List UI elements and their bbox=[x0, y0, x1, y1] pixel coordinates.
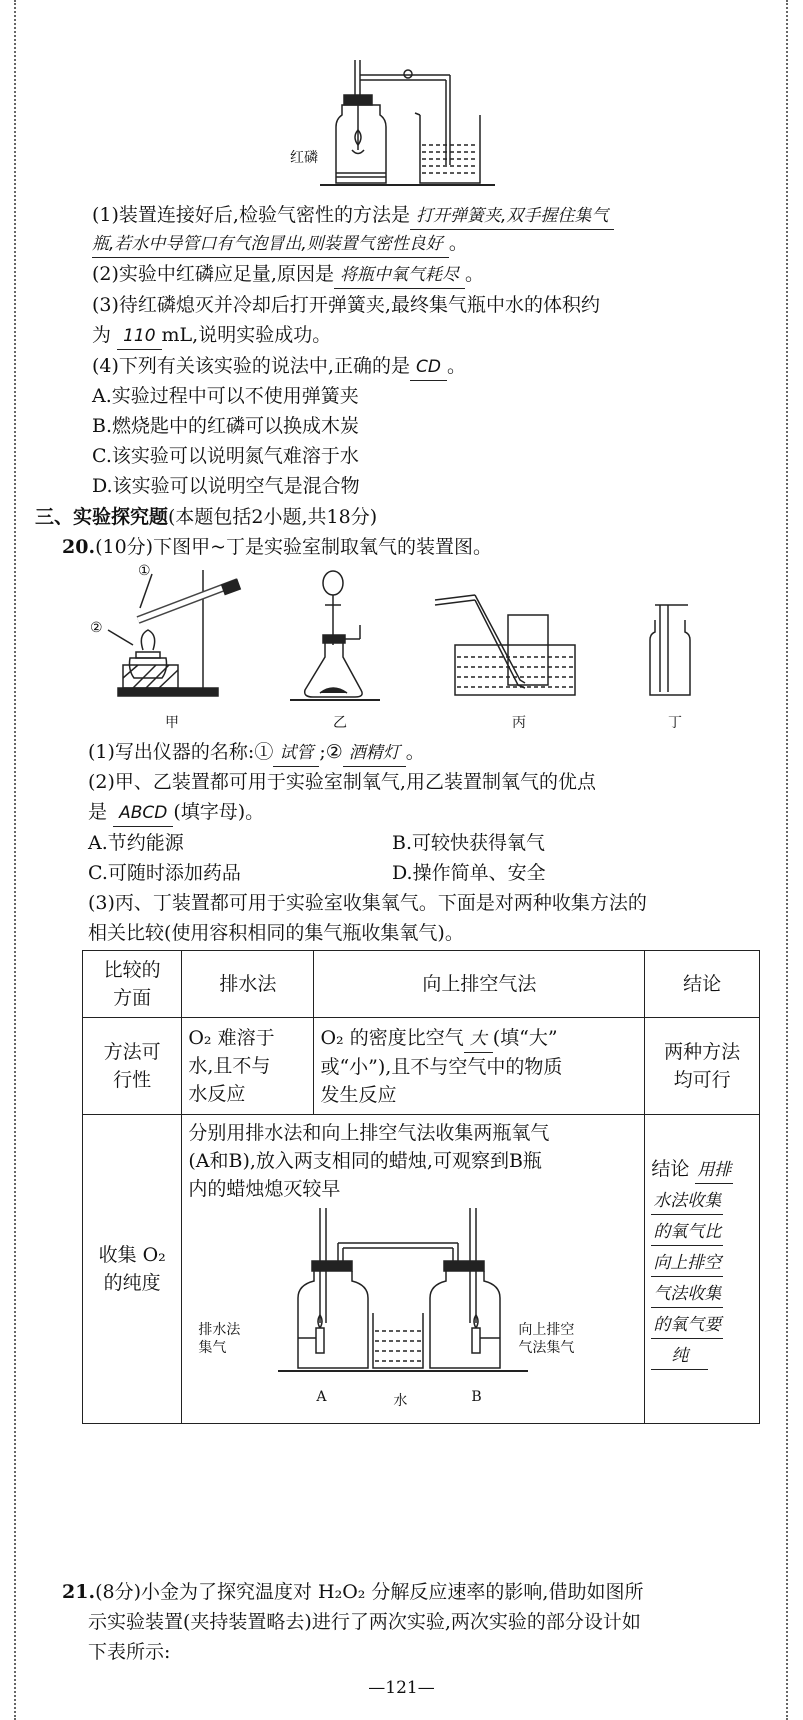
row2-conclusion-line1 bbox=[651, 1155, 753, 1184]
q19-part3-line1: (3)待红磷熄灭并冷却后打开弹簧夹,最终集气瓶中水的体积约 bbox=[92, 294, 600, 316]
fig-label-a: A bbox=[316, 1389, 327, 1405]
header-aspect-line1: 比较的 bbox=[103, 959, 161, 981]
q19-option-d: D.该实验可以说明空气是混合物 bbox=[92, 475, 360, 497]
header-water-method: 排水法 bbox=[182, 951, 314, 1018]
fig-label-water: 水 bbox=[393, 1393, 408, 1409]
table-header-row bbox=[83, 951, 760, 1018]
fig-right-label-line1: 向上排空 bbox=[518, 1322, 575, 1338]
apparatus-jia-figure bbox=[88, 560, 248, 710]
row2-conclusion-ans-3: 的氧气比 bbox=[651, 1219, 723, 1246]
q19-part1-line2 bbox=[92, 229, 468, 258]
row1-air-line2: 或“小”),且不与空气中的物质 bbox=[320, 1055, 563, 1078]
comparison-table bbox=[82, 950, 760, 1424]
apparatus-yi-figure bbox=[285, 565, 385, 705]
row2-aspect bbox=[83, 1115, 182, 1424]
row2-desc-line1: 分别用排水法和向上排空气法收集两瓶氧气 bbox=[188, 1122, 550, 1144]
q20-p1-answer1: 试管 bbox=[273, 740, 319, 767]
header-aspect bbox=[83, 951, 182, 1018]
row1-air-suffix: (填“大” bbox=[492, 1026, 558, 1049]
row2-conclusion-ans-2: 水法收集 bbox=[651, 1188, 723, 1215]
table-row-purity bbox=[83, 1115, 760, 1424]
red-phosphorus-apparatus-figure bbox=[300, 55, 530, 190]
q20-p2-prefix: 是 bbox=[88, 801, 108, 823]
q19-option-a: A.实验过程中可以不使用弹簧夹 bbox=[92, 385, 359, 407]
q20-part3-line1: (3)丙、丁装置都可用于实验室收集氧气。下面是对两种收集方法的 bbox=[88, 892, 647, 914]
marker-1: ① bbox=[138, 563, 151, 579]
row1-air-line3: 发生反应 bbox=[320, 1083, 397, 1106]
q20-part3-line2: 相关比较(使用容积相同的集气瓶收集氧气)。 bbox=[88, 922, 464, 944]
q19-p2-end: 。 bbox=[464, 263, 484, 285]
q20-p2-answer: ABCD bbox=[113, 800, 173, 827]
row1-water-line2: 水,且不与 bbox=[188, 1055, 271, 1077]
row1-conclusion-line2: 均可行 bbox=[673, 1069, 731, 1091]
header-aspect-line2: 方面 bbox=[113, 987, 152, 1009]
q19-p3-prefix: 为 bbox=[92, 324, 112, 346]
row1-water-line1: O₂ 难溶于 bbox=[188, 1027, 275, 1049]
row1-conclusion-line1: 两种方法 bbox=[664, 1041, 741, 1063]
q21-line3: 下表所示: bbox=[88, 1641, 171, 1663]
header-upward-air-method: 向上排空气法 bbox=[314, 951, 645, 1018]
apparatus-ding-figure bbox=[640, 600, 700, 700]
apparatus-bing-figure bbox=[430, 585, 580, 705]
fig-label-b: B bbox=[471, 1389, 482, 1405]
row1-air-method bbox=[314, 1018, 645, 1115]
candle-apparatus-svg bbox=[238, 1203, 558, 1403]
row2-desc-line2: (A和B),放入两支相同的蜡烛,可观察到B瓶 bbox=[188, 1150, 542, 1172]
q20-option-c: C.可随时添加药品 bbox=[88, 862, 241, 884]
row2-conclusion-prefix: 结论 bbox=[651, 1158, 690, 1180]
row2-description bbox=[182, 1115, 645, 1424]
q21-line1 bbox=[62, 1578, 643, 1606]
row2-conclusion bbox=[645, 1115, 760, 1424]
marker-2: ② bbox=[90, 620, 103, 636]
q20-p1-answer2: 酒精灯 bbox=[343, 740, 406, 767]
q20-p1-prefix: (1)写出仪器的名称:① bbox=[88, 741, 274, 763]
fig-label-yi: 乙 bbox=[333, 715, 347, 731]
q21-line2: 示实验装置(夹持装置略去)进行了两次实验,两次实验的部分设计如 bbox=[88, 1611, 641, 1633]
q19-p4-end: 。 bbox=[446, 355, 466, 377]
header-conclusion: 结论 bbox=[645, 951, 760, 1018]
fig-label-bing: 丙 bbox=[512, 715, 526, 731]
row1-air-line1 bbox=[320, 1024, 638, 1053]
table-row-feasibility bbox=[83, 1018, 760, 1115]
red-phosphorus-label: 红磷 bbox=[290, 150, 318, 166]
section3-heading bbox=[35, 503, 377, 531]
row2-aspect-line2: 的纯度 bbox=[103, 1272, 161, 1294]
q19-option-c: C.该实验可以说明氮气难溶于水 bbox=[92, 445, 359, 467]
q20-part2-line2 bbox=[88, 798, 264, 827]
q19-p2-prefix: (2)实验中红磷应足量,原因是 bbox=[92, 263, 334, 285]
right-dotted-border bbox=[786, 0, 788, 1720]
row2-conclusion-ans-1: 用排 bbox=[695, 1157, 733, 1184]
q20-stem bbox=[62, 533, 492, 561]
q20-p2-suffix: (填字母)。 bbox=[173, 801, 265, 823]
q19-part3-line2 bbox=[92, 321, 331, 350]
row1-air-answer: 大 bbox=[464, 1026, 493, 1053]
row2-conclusion-ans-7: 纯 bbox=[651, 1343, 708, 1370]
q19-p1-prefix: (1)装置连接好后,检验气密性的方法是 bbox=[92, 204, 410, 226]
section3-title: 三、实验探究题 bbox=[35, 506, 169, 528]
q20-stem-text: (10分)下图甲~丁是实验室制取氧气的装置图。 bbox=[95, 536, 492, 558]
q20-p1-mid: ;② bbox=[319, 741, 343, 763]
q20-part2-line1: (2)甲、乙装置都可用于实验室制氧气,用乙装置制氧气的优点 bbox=[88, 771, 596, 793]
row1-aspect bbox=[83, 1018, 182, 1115]
fig-right-label-line2: 气法集气 bbox=[518, 1340, 575, 1356]
section3-note: (本题包括2小题,共18分) bbox=[168, 506, 378, 528]
q19-p4-answer: CD bbox=[410, 354, 447, 381]
fig-left-label-line2: 集气 bbox=[198, 1340, 227, 1356]
q19-part2 bbox=[92, 260, 484, 289]
row1-aspect-line2: 行性 bbox=[113, 1069, 152, 1091]
q20-option-b: B.可较快获得氧气 bbox=[392, 832, 546, 854]
q19-p3-suffix: mL,说明实验成功。 bbox=[161, 324, 332, 346]
row2-conclusion-ans-5: 气法收集 bbox=[651, 1281, 723, 1308]
q19-p4-prefix: (4)下列有关该实验的说法中,正确的是 bbox=[92, 355, 410, 377]
row1-air-prefix: O₂ 的密度比空气 bbox=[320, 1026, 464, 1049]
q19-p1-answer-b: 瓶,若水中导管口有气泡冒出,则装置气密性良好 bbox=[92, 231, 449, 258]
fig-label-ding: 丁 bbox=[668, 715, 682, 731]
q19-part4 bbox=[92, 352, 466, 381]
row2-aspect-line1: 收集 O₂ bbox=[98, 1244, 166, 1266]
q21-line1-text: (8分)小金为了探究温度对 H₂O₂ 分解反应速率的影响,借助如图所 bbox=[95, 1581, 644, 1603]
row1-water-line3: 水反应 bbox=[188, 1083, 246, 1105]
fig-left-label-line1: 排水法 bbox=[198, 1322, 241, 1338]
fig-label-jia: 甲 bbox=[165, 715, 179, 731]
q19-part1-line1 bbox=[92, 201, 614, 230]
q19-p1-answer-a: 打开弹簧夹,双手握住集气 bbox=[410, 203, 614, 230]
q19-p2-answer: 将瓶中氧气耗尽 bbox=[334, 262, 465, 289]
q20-number: 20. bbox=[62, 536, 96, 558]
q20-part1 bbox=[88, 738, 425, 767]
q20-option-d: D.操作简单、安全 bbox=[392, 862, 546, 884]
row2-conclusion-ans-6: 的氧气要 bbox=[651, 1312, 723, 1339]
row2-conclusion-ans-4: 向上排空 bbox=[651, 1250, 723, 1277]
q20-p1-end: 。 bbox=[405, 741, 425, 763]
q19-option-b: B.燃烧匙中的红磷可以换成木炭 bbox=[92, 415, 360, 437]
q19-p3-answer: 110 bbox=[117, 323, 161, 350]
fig-water-collection-label bbox=[198, 1321, 240, 1357]
fig-air-collection-label bbox=[518, 1321, 574, 1357]
page-number: —121— bbox=[368, 1678, 435, 1698]
row1-aspect-line1: 方法可 bbox=[103, 1041, 161, 1063]
candle-apparatus-figure bbox=[188, 1203, 638, 1409]
q20-option-a: A.节约能源 bbox=[88, 832, 184, 854]
left-dotted-border bbox=[14, 0, 16, 1720]
row2-desc-line3: 内的蜡烛熄灭较早 bbox=[188, 1178, 341, 1200]
q21-number: 21. bbox=[62, 1581, 96, 1603]
q19-p1-end: 。 bbox=[448, 232, 468, 254]
row1-water-method bbox=[182, 1018, 314, 1115]
row1-conclusion bbox=[645, 1018, 760, 1115]
